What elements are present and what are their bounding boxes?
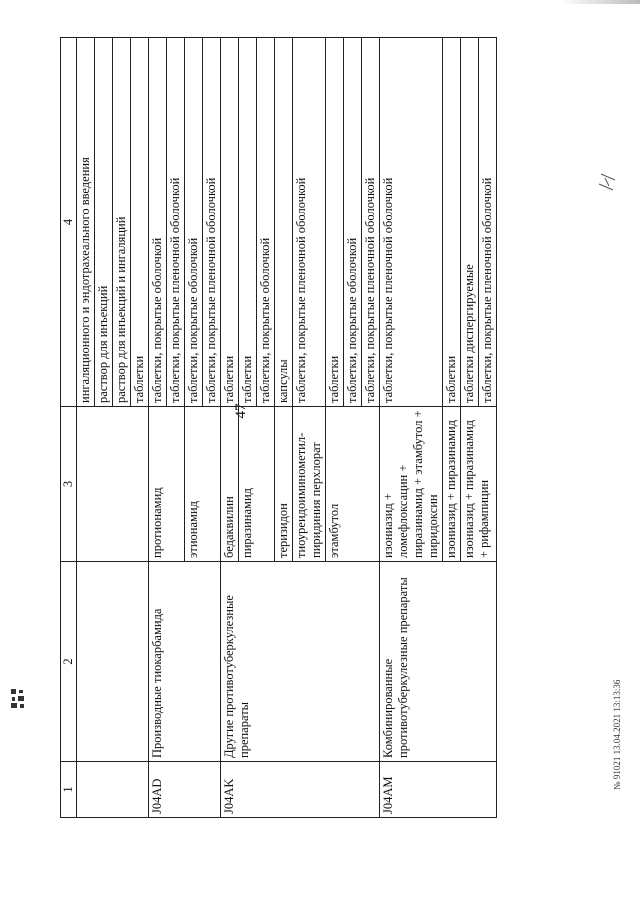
- substance-cell: этамбутол: [326, 407, 380, 562]
- dosage-form-cell: капсулы: [275, 38, 293, 407]
- dosage-form-cell: раствор для инъекций и ингаляций: [113, 38, 131, 407]
- table-row: [77, 38, 95, 818]
- dosage-form-cell: таблетки диспергируемые: [461, 38, 479, 407]
- table-row: [221, 38, 239, 818]
- substance-cell: теризидон: [275, 407, 293, 562]
- page-number: 47: [233, 403, 249, 419]
- document-registration-stamp: № 91021 13.04.2021 13:13:36: [612, 679, 622, 790]
- dosage-form-cell: таблетки: [221, 38, 239, 407]
- substance-cell: изониазид + пиразинамид + рифампицин: [461, 407, 497, 562]
- group-name-cell: Комбинированные противотуберкулезные препараты: [380, 562, 497, 762]
- substance-cell: изониазид + ломефлоксацин + пиразинамид + этамбутол + пиридоксин: [380, 407, 443, 562]
- substance-cell: [77, 407, 149, 562]
- dosage-form-cell: таблетки, покрытые пленочной оболочкой: [362, 38, 380, 407]
- dosage-form-cell: таблетки, покрытые пленочной оболочкой: [293, 38, 326, 407]
- substance-cell: тиоуреидоиминометил-пиридиния перхлорат: [293, 407, 326, 562]
- substance-cell: этионамид: [185, 407, 221, 562]
- dosage-form-cell: таблетки: [443, 38, 461, 407]
- table-row: [149, 38, 167, 818]
- column-header: 2: [61, 562, 77, 762]
- dosage-form-cell: таблетки, покрытые пленочной оболочкой: [479, 38, 497, 407]
- dosage-form-cell: таблетки: [239, 38, 257, 407]
- group-name-cell: Другие противотуберкулезные препараты: [221, 562, 380, 762]
- dosage-form-cell: таблетки, покрытые оболочкой: [344, 38, 362, 407]
- qr-stamp-icon: [10, 688, 26, 710]
- dosage-form-cell: раствор для инъекций: [95, 38, 113, 407]
- drug-register-table: [60, 37, 497, 818]
- substance-cell: пиразинамид: [239, 407, 275, 562]
- dosage-form-cell: таблетки, покрытые пленочной оболочкой: [203, 38, 221, 407]
- dosage-form-cell: таблетки, покрытые оболочкой: [149, 38, 167, 407]
- column-header: 1: [61, 762, 77, 818]
- rotated-table-container: [60, 38, 596, 818]
- substance-cell: бедаквилин: [221, 407, 239, 562]
- atc-code-cell: [77, 762, 149, 818]
- substance-cell: изониазид + пиразинамид: [443, 407, 461, 562]
- dosage-form-cell: таблетки, покрытые пленочной оболочкой: [380, 38, 443, 407]
- handwritten-mark-icon: [593, 170, 619, 192]
- column-header: 3: [61, 407, 77, 562]
- column-header: 4: [61, 38, 77, 407]
- dosage-form-cell: ингаляционного и эндотрахеального введения: [77, 38, 95, 407]
- atc-code-cell: J04AK: [221, 762, 380, 818]
- scan-edge-noise: [560, 0, 640, 4]
- dosage-form-cell: таблетки: [131, 38, 149, 407]
- group-name-cell: Производные тиокарбамида: [149, 562, 221, 762]
- dosage-form-cell: таблетки, покрытые оболочкой: [257, 38, 275, 407]
- table-header-row: [61, 38, 77, 818]
- substance-cell: протионамид: [149, 407, 185, 562]
- atc-code-cell: J04AD: [149, 762, 221, 818]
- atc-code-cell: J04AM: [380, 762, 497, 818]
- dosage-form-cell: таблетки, покрытые оболочкой: [185, 38, 203, 407]
- dosage-form-cell: таблетки: [326, 38, 344, 407]
- dosage-form-cell: таблетки, покрытые пленочной оболочкой: [167, 38, 185, 407]
- table-row: [380, 38, 443, 818]
- group-name-cell: [77, 562, 149, 762]
